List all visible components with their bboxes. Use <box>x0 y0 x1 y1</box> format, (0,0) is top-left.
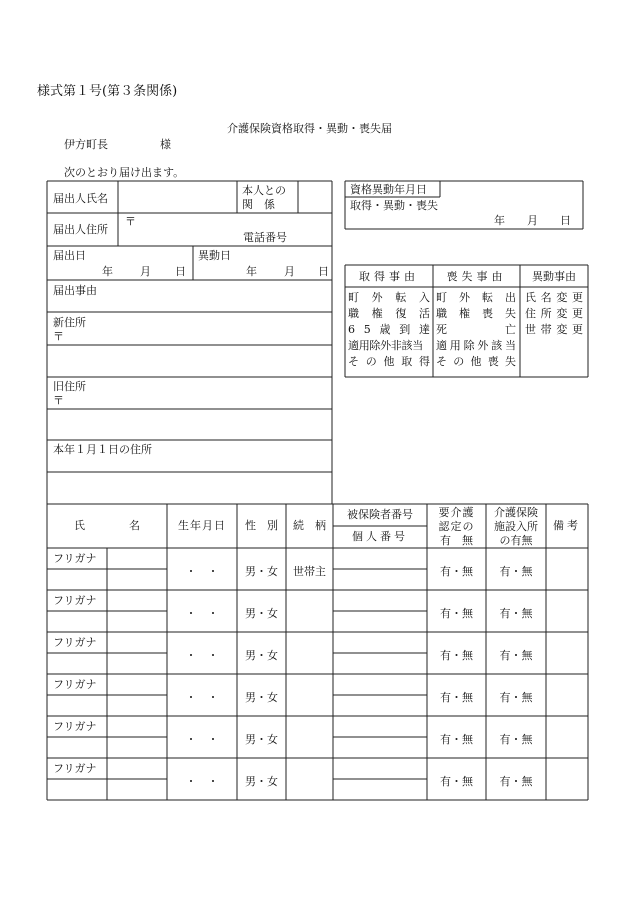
row-birth: ・ ・ <box>185 691 219 704</box>
header-remarks: 備考 <box>553 519 581 532</box>
submit-year: 年 <box>102 265 113 278</box>
header-sex: 性 別 <box>245 519 278 532</box>
lose-reason-header: 喪失事由 <box>446 270 507 283</box>
header-insured-number: 被保険者番号 <box>347 508 413 521</box>
reason-item <box>436 354 516 370</box>
reason-char: 帯 <box>540 323 552 336</box>
header-facility-line3: の有無 <box>499 534 533 547</box>
change-year: 年 <box>246 265 257 278</box>
reason-char: 世 <box>525 323 536 336</box>
form-number: 様式第１号(第３条関係) <box>37 84 178 99</box>
header-facility-line1: 介護保険 <box>494 506 538 519</box>
change-box-kinds: 取得・異動・喪失 <box>350 199 438 212</box>
row-sex: 男・女 <box>245 607 278 620</box>
reason-char: 歳 <box>379 323 391 336</box>
jan1-address-label: 本年１月１日の住所 <box>53 443 152 456</box>
addressee-name: 伊方町長 <box>64 138 108 151</box>
row-care: 有・無 <box>440 565 473 578</box>
intro-text: 次のとおり届け出ます。 <box>64 166 185 179</box>
reason-char: 喪 <box>482 307 493 320</box>
reason-char: 当 <box>504 339 516 352</box>
reason-char: 転 <box>395 291 407 304</box>
reason-char: 得 <box>419 355 430 368</box>
reason-item <box>436 338 516 354</box>
reason-char: 死 <box>436 323 447 336</box>
row-birth: ・ ・ <box>185 565 219 578</box>
row-care: 有・無 <box>440 733 473 746</box>
change-box-title: 資格異動年月日 <box>350 183 427 196</box>
reason-label: 届出事由 <box>53 284 97 297</box>
reason-item <box>525 306 583 322</box>
row-furigana: フリガナ <box>53 552 97 565</box>
reason-char: 適 <box>436 339 447 352</box>
submit-month: 月 <box>140 265 151 278</box>
reason-char: 外 <box>459 291 470 304</box>
row-sex: 男・女 <box>245 649 278 662</box>
row-facility: 有・無 <box>499 607 533 620</box>
row-birth: ・ ・ <box>185 649 219 662</box>
row-birth: ・ ・ <box>185 607 219 620</box>
postal-mark: 〒 <box>125 215 136 228</box>
relation-label-1: 本人との <box>242 184 286 197</box>
row-care: 有・無 <box>440 775 473 788</box>
header-personal-number: 個人番号 <box>352 530 408 543</box>
reason-char: そ <box>348 355 359 368</box>
reason-char: 変 <box>556 307 568 320</box>
row-care: 有・無 <box>440 607 473 620</box>
form-title: 介護保険資格取得・異動・喪失届 <box>227 122 392 135</box>
reason-char: 職 <box>348 307 359 320</box>
change-box-date: 年 月 日 <box>494 214 571 227</box>
row-birth: ・ ・ <box>185 775 219 788</box>
reason-item <box>525 290 583 306</box>
reason-char: 失 <box>505 307 516 320</box>
row-furigana: フリガナ <box>53 762 97 775</box>
reason-item <box>436 322 516 338</box>
row-sex: 男・女 <box>245 775 278 788</box>
reason-char: 失 <box>505 355 516 368</box>
reason-item <box>348 290 430 306</box>
reason-char: 他 <box>383 355 395 368</box>
reason-char: 6 <box>348 323 355 336</box>
reason-char: 更 <box>571 291 583 304</box>
applicant-address-label: 届出人住所 <box>53 223 108 236</box>
reason-char: 除 <box>463 339 475 352</box>
row-care: 有・無 <box>440 649 473 662</box>
applicant-name-label: 届出人氏名 <box>53 192 108 205</box>
reason-char: 出 <box>505 291 516 304</box>
row-sex: 男・女 <box>245 565 278 578</box>
old-address-postal: 〒 <box>53 394 64 407</box>
reason-char: 権 <box>371 307 383 320</box>
reason-char: 更 <box>571 323 583 336</box>
reason-char: 外 <box>371 291 383 304</box>
row-furigana: フリガナ <box>53 720 97 733</box>
reason-item <box>436 306 516 322</box>
header-care-line3: 有 無 <box>440 534 473 547</box>
row-facility: 有・無 <box>499 775 533 788</box>
reason-item <box>436 290 516 306</box>
reason-item <box>348 322 430 338</box>
reason-char: 外 <box>477 339 489 352</box>
change-reason-header: 異動事由 <box>532 270 576 283</box>
relation-label-2: 関 係 <box>242 198 275 211</box>
reason-char: 達 <box>419 323 430 336</box>
header-facility-line2: 施設入所 <box>494 520 538 533</box>
reason-char: 用 <box>449 339 461 352</box>
reason-char: 活 <box>418 307 430 320</box>
submit-date-label: 届出日 <box>53 249 86 262</box>
reason-char: 喪 <box>487 355 499 368</box>
acquire-reason-header: 取得事由 <box>359 270 419 283</box>
row-facility: 有・無 <box>499 691 533 704</box>
reason-char: 名 <box>540 291 552 304</box>
row-facility: 有・無 <box>499 565 533 578</box>
reason-char: 町 <box>348 291 359 304</box>
reason-char: そ <box>436 355 447 368</box>
change-reason-list <box>525 290 583 338</box>
header-relation: 続 柄 <box>293 519 326 532</box>
reason-item <box>348 354 430 370</box>
row-furigana: フリガナ <box>53 594 97 607</box>
row-sex: 男・女 <box>245 691 278 704</box>
reason-item <box>525 322 583 338</box>
row-care: 有・無 <box>440 691 473 704</box>
reason-char: 該 <box>491 339 503 352</box>
reason-char: 5 <box>363 323 371 336</box>
reason-char: の <box>365 355 377 368</box>
acquire-reason-list <box>348 290 430 370</box>
reason-char: 職 <box>436 307 447 320</box>
change-month: 月 <box>284 265 295 278</box>
addressee-honorific: 様 <box>160 138 171 151</box>
reason-char: 転 <box>482 291 493 304</box>
lose-reason-list <box>436 290 516 370</box>
header-birth: 生年月日 <box>178 519 226 532</box>
submit-day: 日 <box>175 265 186 278</box>
header-name: 氏 名 <box>74 519 140 532</box>
reason-char: 亡 <box>505 323 516 336</box>
reason-char: 氏 <box>525 291 536 304</box>
reason-char: 住 <box>525 307 536 320</box>
reason-char: 所 <box>540 307 552 320</box>
old-address-label: 旧住所 <box>53 380 86 393</box>
reason-char: 取 <box>401 355 413 368</box>
row-relation: 世帯主 <box>293 565 326 578</box>
reason-char: 復 <box>395 307 407 320</box>
row-sex: 男・女 <box>245 733 278 746</box>
reason-char: の <box>453 355 465 368</box>
reason-item <box>348 306 430 322</box>
row-furigana: フリガナ <box>53 636 97 649</box>
new-address-label: 新住所 <box>53 316 86 329</box>
row-furigana: フリガナ <box>53 678 97 691</box>
new-address-postal: 〒 <box>53 330 64 343</box>
reason-char: 他 <box>470 355 482 368</box>
header-care-line1: 要介護 <box>438 506 475 519</box>
row-facility: 有・無 <box>499 733 533 746</box>
reason-char: 到 <box>399 323 411 336</box>
reason-char: 権 <box>459 307 470 320</box>
reason-char: 更 <box>571 307 583 320</box>
reason-char: 町 <box>436 291 447 304</box>
change-date-label: 異動日 <box>198 249 231 262</box>
reason-char: 変 <box>556 291 568 304</box>
phone-label: 電話番号 <box>243 231 287 244</box>
reason-char: 変 <box>556 323 568 336</box>
reason-item: 適用除外非該当 <box>348 339 423 352</box>
row-birth: ・ ・ <box>185 733 219 746</box>
header-care-line2: 認定の <box>438 520 475 533</box>
change-day: 日 <box>318 265 329 278</box>
reason-char: 入 <box>418 291 430 304</box>
row-facility: 有・無 <box>499 649 533 662</box>
